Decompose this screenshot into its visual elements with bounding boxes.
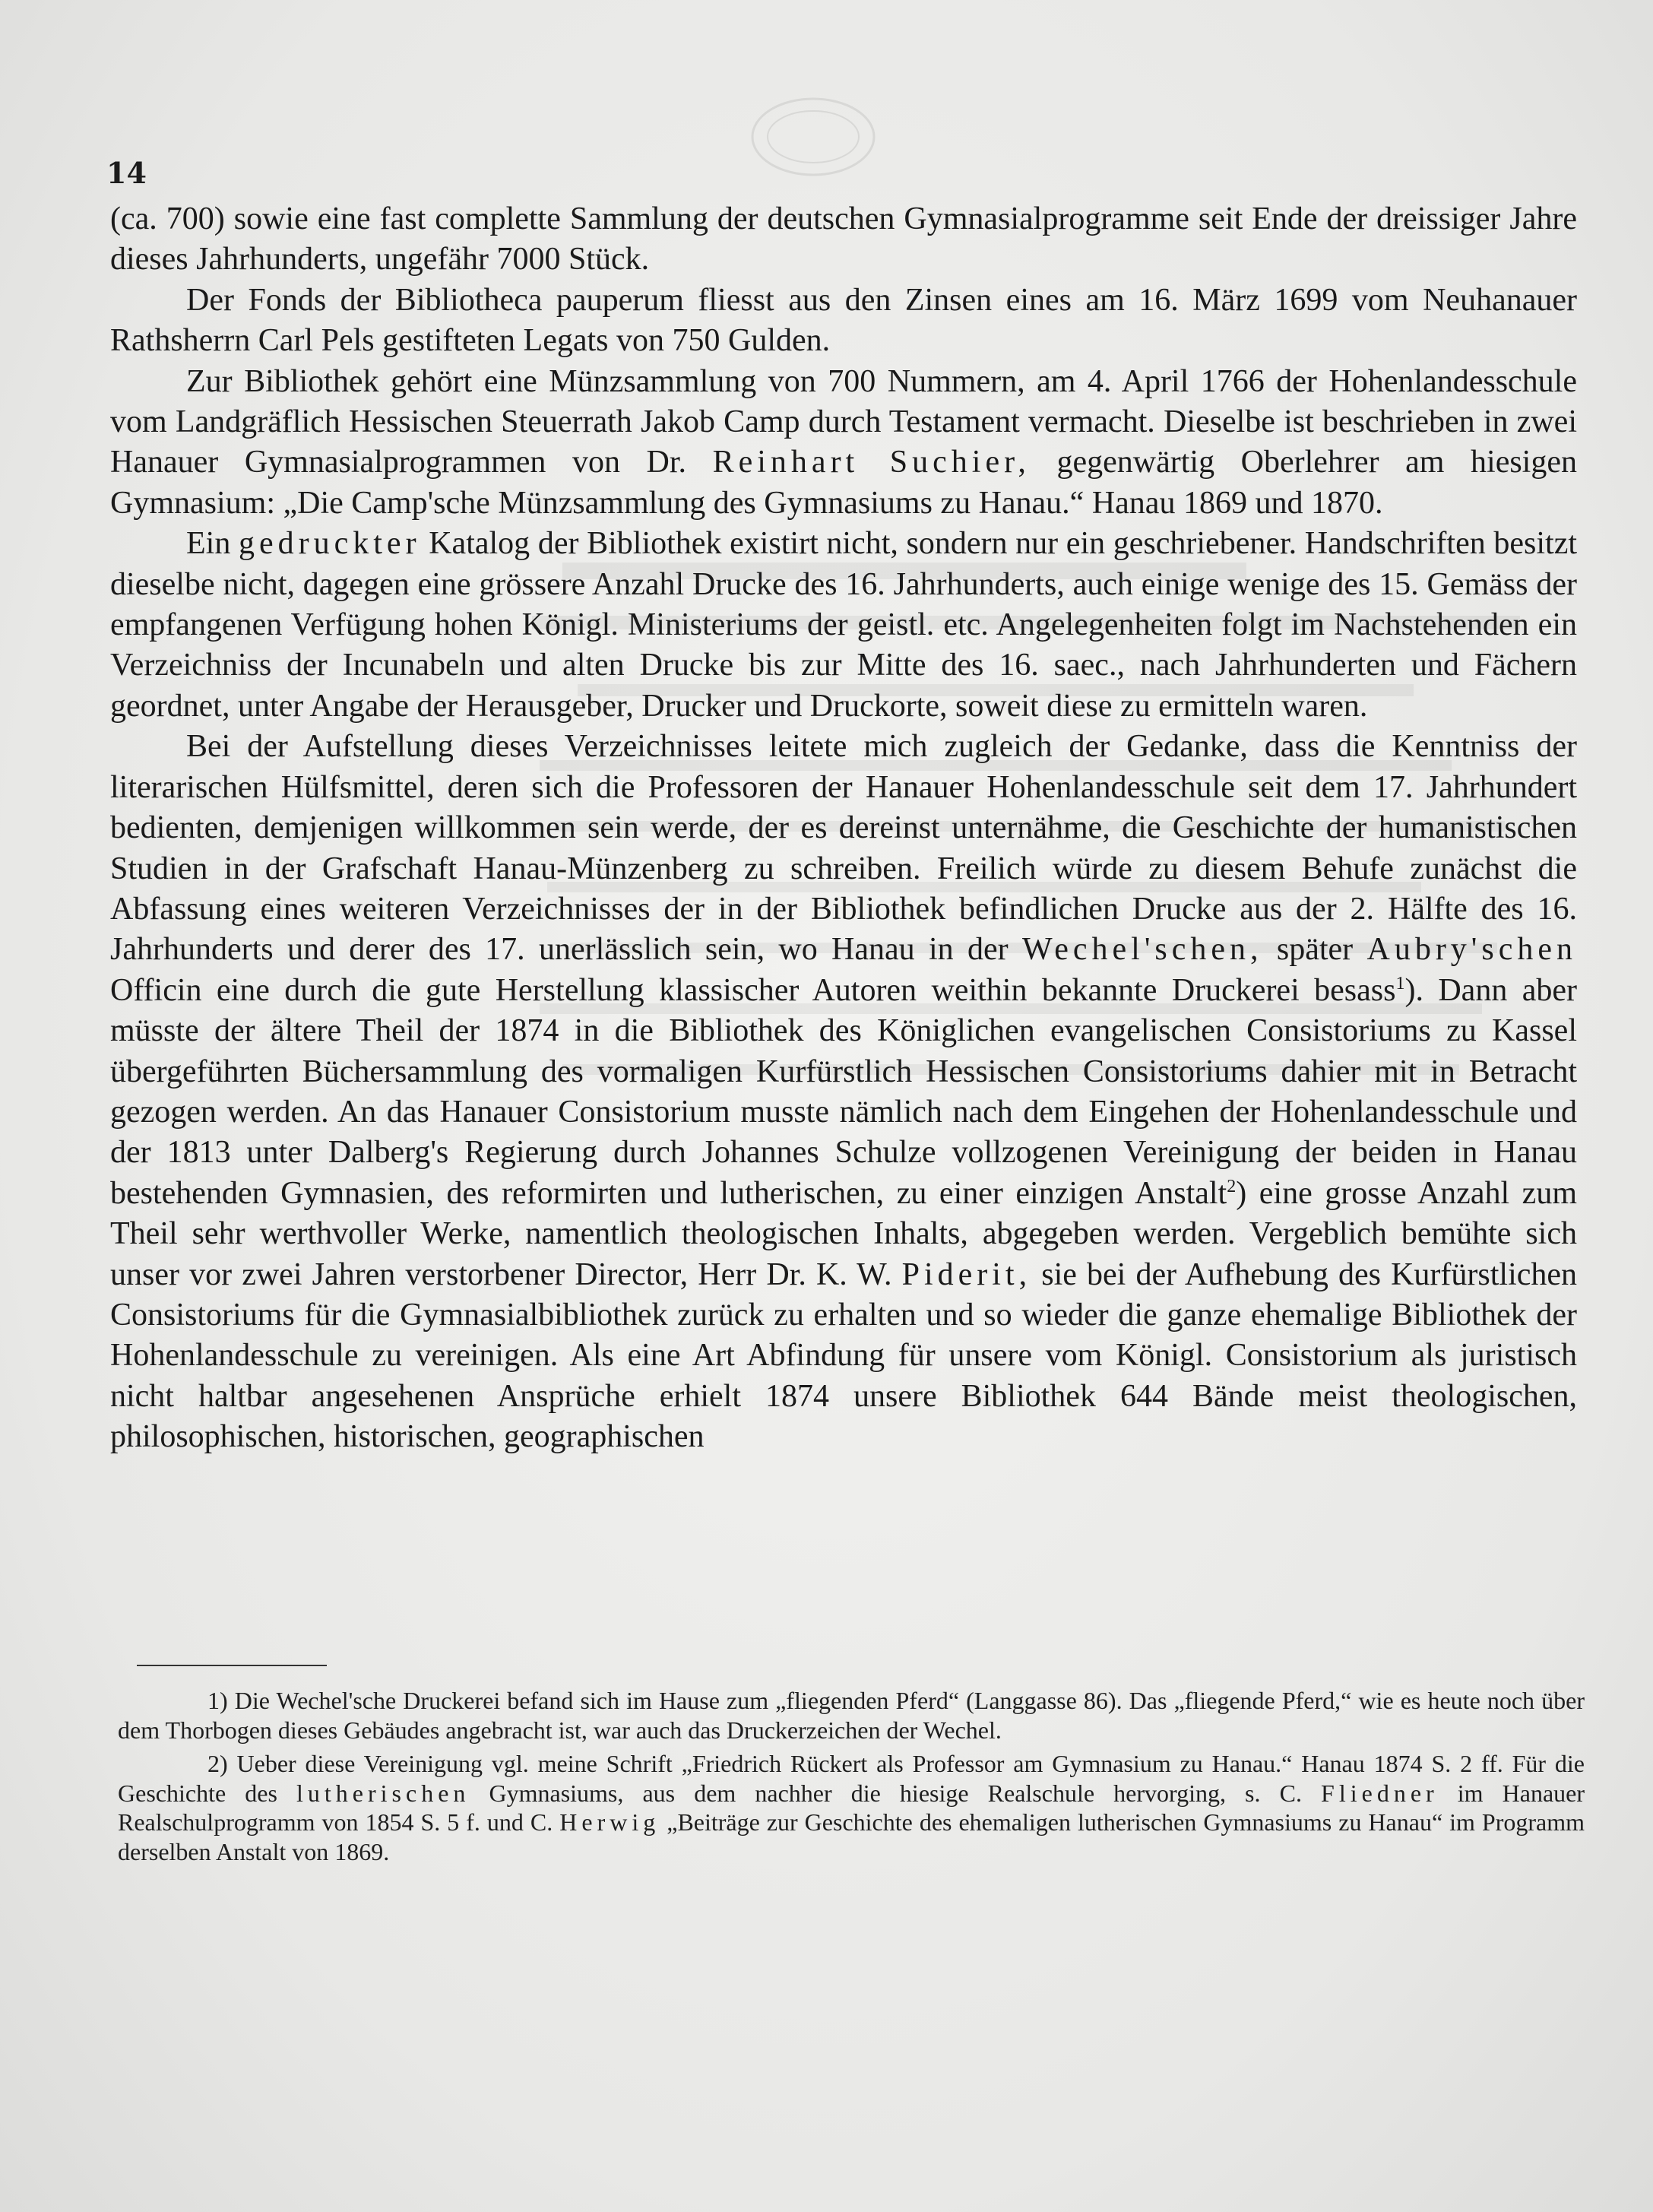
- paragraph-text: Bei der Aufstellung dieses Verzeichnisses leitete mich zugleich der Gedanke, dass die Kenntniss der literarischen Hülfsmittel, deren sich die Professoren der Hanauer Hohenlandesschule seit dem 17. Jahrhundert bedienten, demjenigen willkommen sein werde, der es dereinst unternähme, die Geschichte der humanistischen Studien in der Grafschaft Hanau-Münzenberg zu schreiben. Freilich würde zu diesem Behufe zunächst die Abfassung eines weiteren Verzeichnisses der in der Bibliothek befindlichen Drucke aus der 2. Hälfte des 16. Jahrhunderts und derer des 17. unerlässlich sein, wo Hanau in der: [110, 729, 1577, 968]
- footnote-text: im Hanauer Realschulprogramm von 1854 S. 5 f. und C.: [118, 1779, 1585, 1836]
- spaced-word: gedruckter: [238, 526, 421, 562]
- spaced-name: Herwig: [559, 1808, 660, 1836]
- spaced-name: Fliedner: [1321, 1779, 1439, 1807]
- spaced-word: Wechel'schen,: [1021, 932, 1263, 968]
- footnote-ref: 1: [1395, 973, 1405, 993]
- spaced-word: lutherischen: [296, 1779, 470, 1807]
- spaced-word: Aubry'schen: [1366, 932, 1577, 968]
- spaced-name: Reinhart Suchier,: [712, 445, 1031, 480]
- library-stamp-icon: [745, 91, 882, 182]
- footnote-ref: 2: [1227, 1176, 1237, 1196]
- body-text: [110, 199, 1577, 1458]
- paragraph-text: sie bei der Aufhebung des Kurfürstlichen Consistoriums für die Gymnasialbibliothek zurück zu erhalten und so wieder die ganze ehemalige Bibliothek der Hohenlandesschule zu vereinigen. Als eine Art Abfindung für unsere vom Königl. Consistorium als juristisch nicht haltbar angesehenen Ansprüche erhielt 1874 unsere Bibliothek 644 Bände meist theologischen, philosophischen, historischen, geographischen: [110, 1257, 1578, 1455]
- paragraph-text: ) eine grosse Anzahl zum Theil sehr werthvoller Werke, namentlich theologischen Inhalts, abgegeben werden. Vergeblich bemühte sich unser vor zwei Jahren verstorbener Director, Herr Dr. K. W.: [110, 1175, 1577, 1292]
- page-number: 14: [106, 156, 147, 190]
- paragraph-text: später: [1276, 932, 1354, 968]
- paragraph: Der Fonds der Bibliotheca pauperum fliesst aus den Zinsen eines am 16. März 1699 vom Neuhanauer Rathsherrn Carl Pels gestifteten Legats von 750 Gulden.: [110, 282, 1577, 359]
- paragraph: [110, 727, 1577, 1457]
- footnote-text: 2) Ueber diese Vereinigung vgl. meine Schrift „Friedrich Rückert als Professor am Gymnasium zu Hanau.“ Hanau 1874 S. 2 ff. Für die Geschichte des: [118, 1750, 1585, 1807]
- footnote-text: Gymnasiums, aus dem nachher die hiesige Realschule hervorging, s. C.: [489, 1779, 1302, 1807]
- paragraph-text: Ein: [186, 526, 231, 562]
- footnote: [118, 1749, 1585, 1866]
- paragraph-text: Zur Bibliothek gehört eine Münzsammlung von 700 Nummern, am 4. April 1766 der Hohenlandesschule vom Landgräflich Hessischen Steuerrath Jakob Camp durch Testament vermacht. Dieselbe ist beschrieben in zwei Hanauer Gymnasialprogrammen von Dr.: [110, 363, 1577, 480]
- paragraph: [110, 524, 1577, 727]
- footnote-rule: [137, 1665, 327, 1666]
- footnote-text: „Beiträge zur Geschichte des ehemaligen lutherischen Gymnasiums zu Hanau“ im Programm derselben Anstalt von 1869.: [118, 1808, 1585, 1865]
- paragraph: (ca. 700) sowie eine fast complette Sammlung der deutschen Gymnasialprogramme seit Ende der dreissiger Jahre dieses Jahrhunderts, ungefähr 7000 Stück.: [110, 201, 1577, 277]
- footnote: 1) Die Wechel'sche Druckerei befand sich im Hause zum „fliegenden Pferd“ (Langgasse 86). Das „fliegende Pferd,“ wie es heute noch über dem Thorbogen dieses Gebäudes angebracht ist, war auch das Druckerzeichen der Wechel.: [118, 1687, 1585, 1744]
- footnotes: [118, 1686, 1585, 1871]
- paragraph-text: Officin eine durch die gute Herstellung klassischer Autoren weithin bekannte Druckerei besass: [110, 972, 1396, 1008]
- spaced-name: Piderit,: [901, 1257, 1032, 1292]
- paragraph: [110, 362, 1577, 524]
- paragraph-text: ). Dann aber müsste der ältere Theil der 1874 in die Bibliothek des Königlichen evangelischen Consistoriums zu Kassel übergeführten Büchersammlung des vormaligen Kurfürstlich Hessischen Consistoriums dahier mit in Betracht gezogen werden. An das Hanauer Consistorium musste nämlich nach dem Eingehen der Hohenlandesschule und der 1813 unter Dalberg's Regierung durch Johannes Schulze vollzogenen Vereinigung der beiden in Hanau bestehenden Gymnasien, des reformirten und lutherischen, zu einer einzigen Anstalt: [110, 972, 1577, 1211]
- paragraph-text: Katalog der Bibliothek existirt nicht, sondern nur ein geschriebener. Handschriften besitzt dieselbe nicht, dagegen eine grössere Anzahl Drucke des 16. Jahrhunderts, auch einige wenige des 15. Gemäss der empfangenen Verfügung hohen Königl. Ministeriums der geistl. etc. Angelegenheiten folgt im Nachstehenden ein Verzeichniss der Incunabeln und alten Drucke bis zur Mitte des 16. saec., nach Jahrhunderten und Fächern geordnet, unter Angabe der Herausgeber, Drucker und Druckorte, soweit diese zu ermitteln waren.: [110, 526, 1577, 724]
- paragraph-text: gegenwärtig Oberlehrer am hiesigen Gymnasium: „Die Camp'sche Münzsammlung des Gymnasiums zu Hanau.“ Hanau 1869 und 1870.: [110, 445, 1577, 521]
